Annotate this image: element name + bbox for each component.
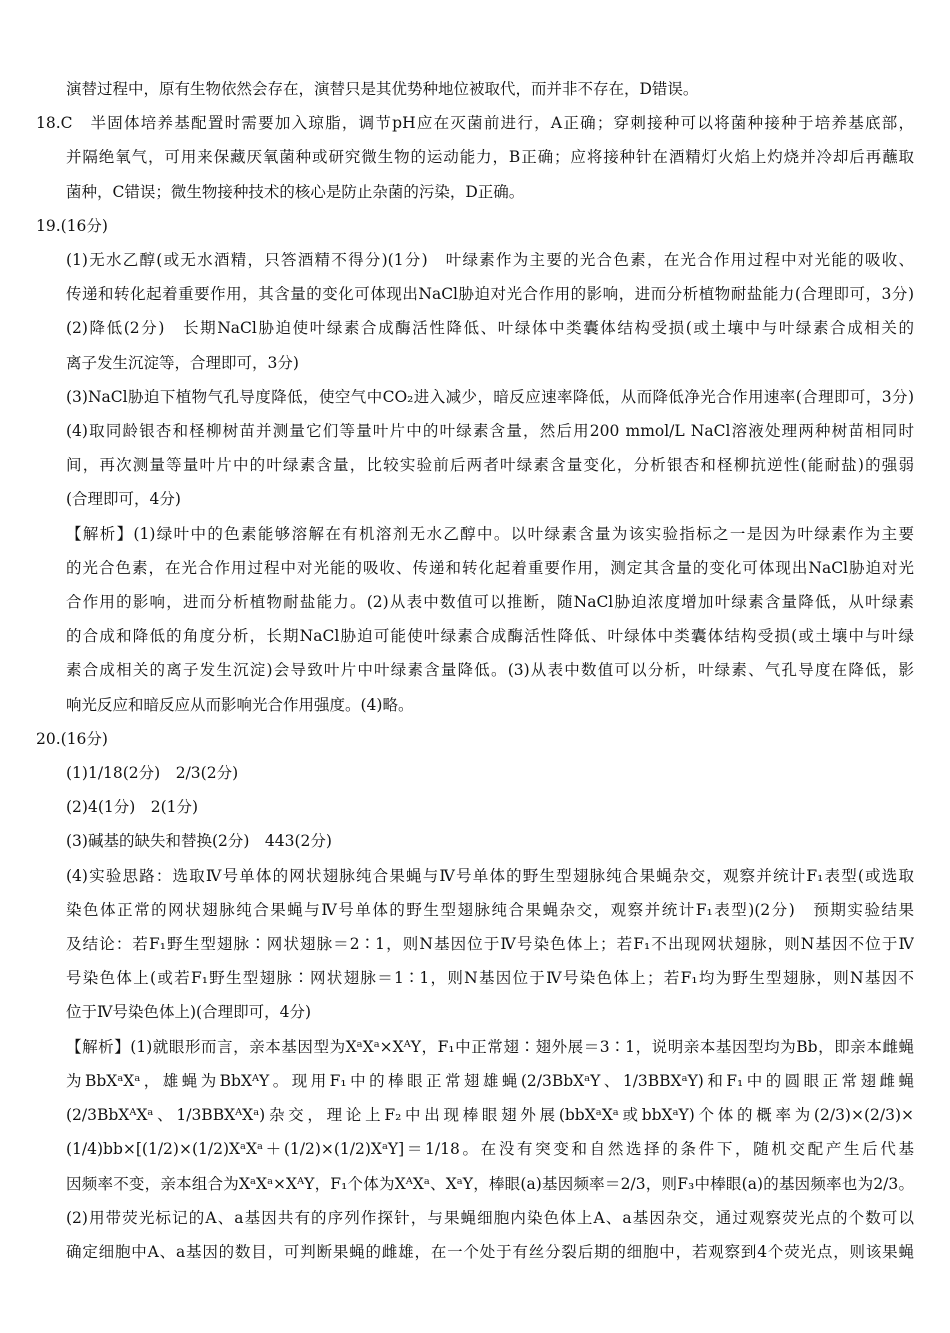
text-line: 素合成相关的离子发生沉淀)会导致叶片中叶绿素含量降低。(3)从表中数值可以分析，叶绿素、气孔导度在降低，影 — [66, 661, 914, 680]
text-line: (1/4)bb×[(1/2)×(1/2)XᵃXᵃ＋(1/2)×(1/2)XᵃY]＝1/18。在没有突变和自然选择的条件下，随机交配产生后代基 — [66, 1140, 914, 1159]
text-line: 的合成和降低的角度分析，长期NaCl胁迫可能使叶绿素合成酶活性降低、叶绿体中类囊体结构受损(或土壤中与叶绿 — [66, 627, 914, 646]
text-line: 的光合色素，在光合作用过程中对光能的吸收、传递和转化起着重要作用，测定其含量的变化可体现出NaCl胁迫对光 — [66, 558, 914, 577]
text-line: 及结论：若F₁野生型翅脉∶网状翅脉＝2∶1，则N基因位于Ⅳ号染色体上；若F₁不出现网状翅脉，则N基因不位于Ⅳ — [66, 935, 914, 954]
analysis-line: 【解析】(1)绿叶中的色素能够溶解在有机溶剂无水乙醇中。以叶绿素含量为该实验指标之一是因为叶绿素作为主要 — [66, 524, 914, 543]
question-heading: 20.(16分) — [36, 729, 108, 748]
text-line: 演替过程中，原有生物依然会存在，演替只是其优势种地位被取代，而并非不存在，D错误。 — [66, 80, 699, 98]
text-line: 传递和转化起着重要作用，其含量的变化可体现出NaCl胁迫对光合作用的影响，进而分析植物耐盐能力(合理即可，3分) — [66, 285, 914, 304]
text-line: 确定细胞中A、a基因的数目，可判断果蝇的雌雄，在一个处于有丝分裂后期的细胞中，若观察到4个荧光点，则该果蝇 — [66, 1242, 914, 1261]
text-line: (1)无水乙醇(或无水酒精，只答酒精不得分)(1分) 叶绿素作为主要的光合色素，在光合作用过程中对光能的吸收、 — [66, 251, 914, 270]
text-line: 间，再次测量等量叶片中的叶绿素含量，比较实验前后两者叶绿素含量变化，分析银杏和柽柳抗逆性(能耐盐)的强弱 — [66, 456, 914, 475]
text-line: (合理即可，4分) — [66, 490, 181, 509]
text-line: (2)4(1分) 2(1分) — [66, 798, 199, 817]
text-line: (4)实验思路：选取Ⅳ号单体的网状翅脉纯合果蝇与Ⅳ号单体的野生型翅脉纯合果蝇杂交，观察并统计F₁表型(或选取 — [66, 866, 914, 885]
question-heading: 19.(16分) — [36, 216, 108, 235]
text-line: (2)降低(2分) 长期NaCl胁迫使叶绿素合成酶活性降低、叶绿体中类囊体结构受损(或土壤中与叶绿素合成相关的 — [66, 319, 914, 338]
text-line: 为BbXᵃXᵃ，雄蝇为BbXᴬY。现用F₁中的棒眼正常翅雄蝇(2/3BbXᵃY、1/3BBXᵃY)和F₁中的圆眼正常翅雌蝇 — [66, 1071, 914, 1090]
text-line: 号染色体上(或若F₁野生型翅脉∶网状翅脉＝1∶1，则N基因位于Ⅳ号染色体上；若F₁均为野生型翅脉，则N基因不 — [66, 969, 914, 988]
text-line: (3)碱基的缺失和替换(2分) 443(2分) — [66, 832, 332, 851]
text-line: (2/3BbXᴬXᵃ、1/3BBXᴬXᵃ)杂交，理论上F₂中出现棒眼翅外展(bbXᵃXᵃ或bbXᵃY)个体的概率为(2/3)×(2/3)× — [66, 1106, 914, 1125]
text-line: (1)1/18(2分) 2/3(2分) — [66, 764, 239, 783]
text-line: 并隔绝氧气，可用来保藏厌氧菌种或研究微生物的运动能力，B正确；应将接种针在酒精灯火焰上灼烧并冷却后再蘸取 — [66, 148, 914, 167]
text-line: 菌种，C错误；微生物接种技术的核心是防止杂菌的污染，D正确。 — [66, 182, 525, 201]
text-line: (4)取同龄银杏和柽柳树苗并测量它们等量叶片中的叶绿素含量，然后用200 mmol/L NaCl溶液处理两种树苗相同时 — [66, 422, 914, 441]
analysis-line: 【解析】(1)就眼形而言，亲本基因型为XᵃXᵃ×XᴬY，F₁中正常翅∶翅外展＝3∶1，说明亲本基因型均为Bb，即亲本雌蝇 — [66, 1037, 914, 1056]
text-line: 位于Ⅳ号染色体上)(合理即可，4分) — [66, 1003, 311, 1022]
text-line: 合作用的影响，进而分析植物耐盐能力。(2)从表中数值可以推断，随NaCl胁迫浓度增加叶绿素含量降低，从叶绿素 — [66, 593, 914, 612]
text-line: 响光反应和暗反应从而影响光合作用强度。(4)略。 — [66, 695, 414, 714]
text-line: 因频率不变，亲本组合为XᵃXᵃ×XᴬY，F₁个体为XᴬXᵃ、XᵃY，棒眼(a)基因频率＝2/3，则F₃中棒眼(a)的基因频率也为2/3。 — [66, 1174, 914, 1193]
text-line: (3)NaCl胁迫下植物气孔导度降低，使空气中CO₂进入减少，暗反应速率降低，从而降低净光合作用速率(合理即可，3分) — [66, 387, 914, 406]
text-line: (2)用带荧光标记的A、a基因共有的序列作探针，与果蝇细胞内染色体上A、a基因杂交，通过观察荧光点的个数可以 — [66, 1208, 914, 1227]
text-line: 离子发生沉淀等，合理即可，3分) — [66, 353, 299, 372]
text-line: 18.C 半固体培养基配置时需要加入琼脂，调节pH应在灭菌前进行，A正确；穿刺接种可以将菌种接种于培养基底部， — [36, 114, 914, 133]
text-line: 染色体正常的网状翅脉纯合果蝇与Ⅳ号单体的野生型翅脉纯合果蝇杂交，观察并统计F₁表型)(2分) 预期实验结果 — [66, 900, 914, 919]
